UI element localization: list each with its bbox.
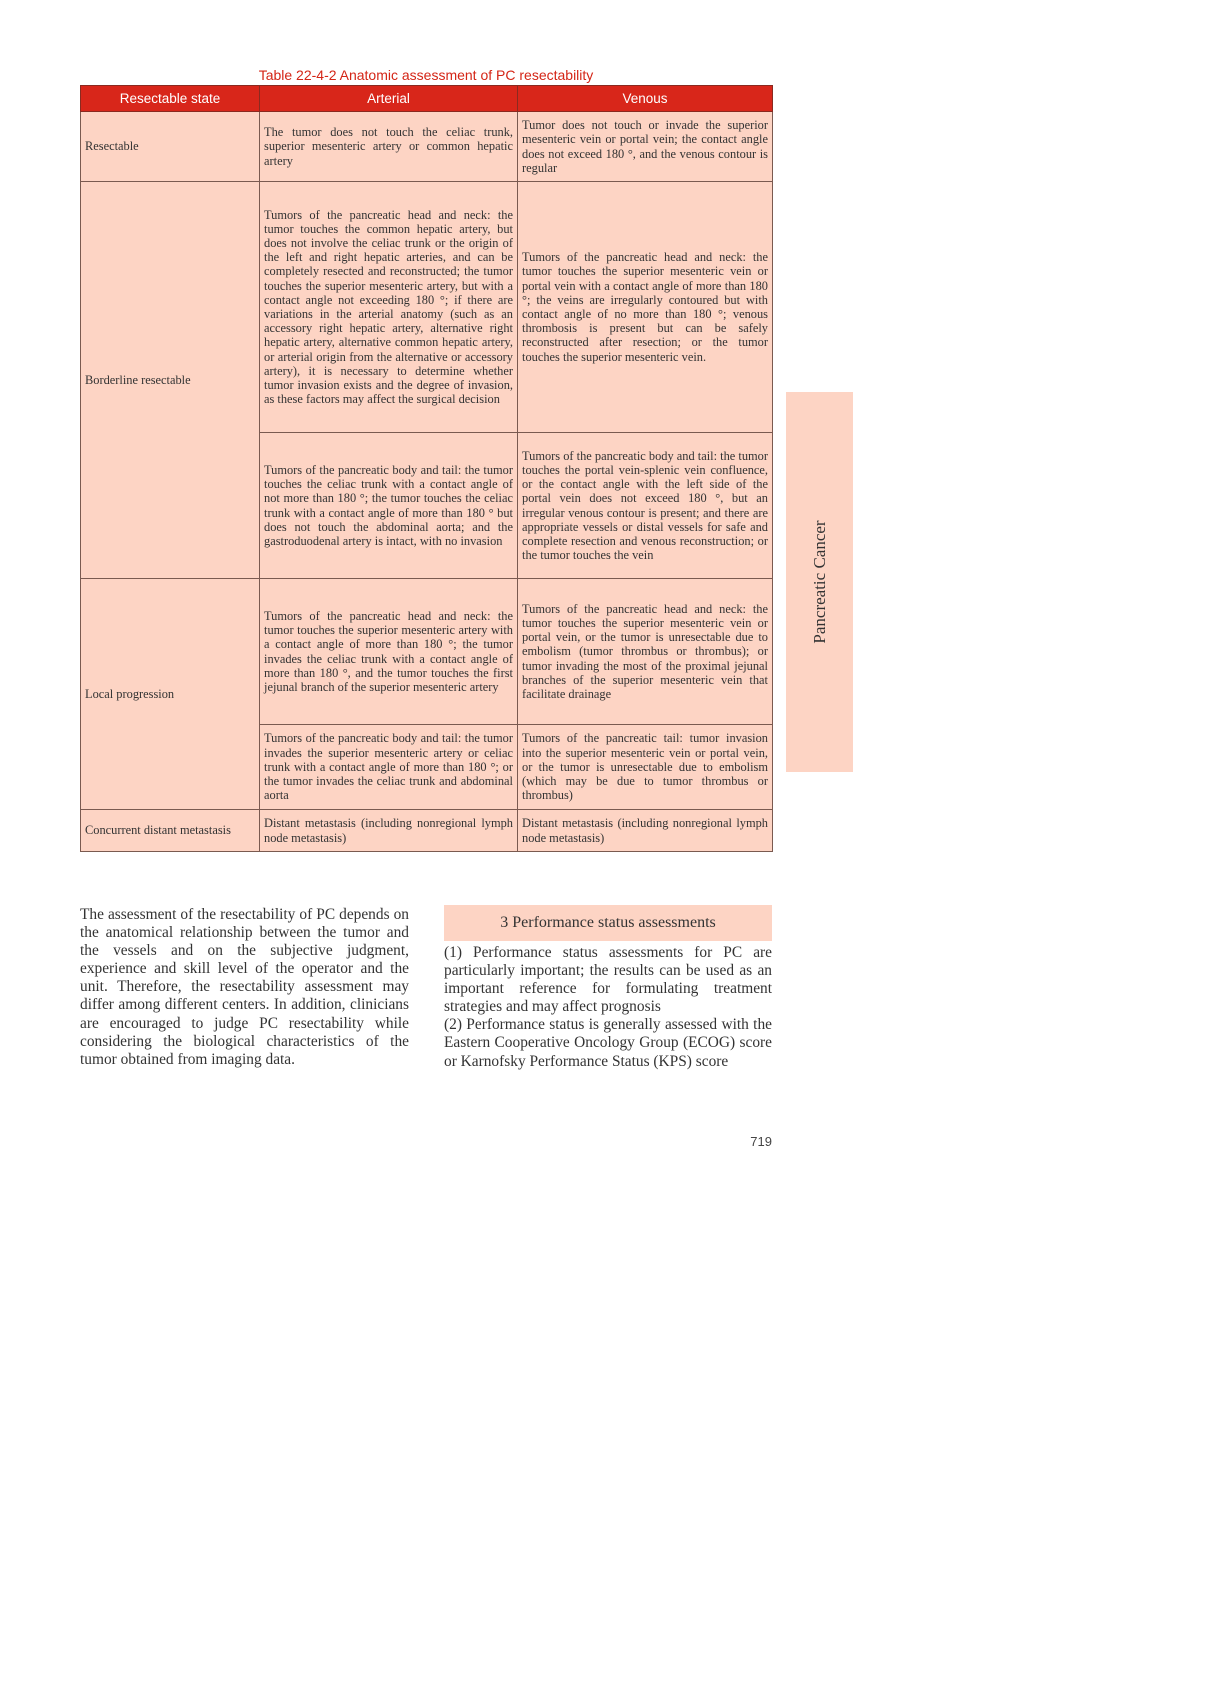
performance-status-list [444, 944, 772, 1071]
arterial-borderline-head: Tumors of the pancreatic head and neck: the tumor touches the common hepatic artery, but does not involve the celiac trunk or the origin of the left and right hepatic arteries, and can be completely resected and reconstructed; the tumor touches the superior mesenteric artery, but with a contact angle not exceeding 180 °; if there are variations in the arterial anatomy (such as an accessory right hepatic artery, alternative right hepatic artery, alternative common hepatic artery, or arterial origin from the alternative or accessory artery), it is necessary to determine whether tumor invasion exists and the degree of invasion, as these factors may affect the surgical decision [260, 182, 518, 433]
arterial-local-body: Tumors of the pancreatic body and tail: the tumor invades the superior mesenteric artery or celiac trunk with a contact angle of more than 180 °; or the tumor invades the celiac trunk and abdominal aorta [260, 725, 518, 810]
state-distant-metastasis: Concurrent distant metastasis [81, 810, 260, 852]
arterial-local-head: Tumors of the pancreatic head and neck: the tumor touches the superior mesenteric artery with a contact angle of more than 180 °; the tumor invades the celiac trunk with a contact angle of more than 180 °, and the tumor touches the first jejunal branch of the superior mesenteric artery [260, 579, 518, 725]
chapter-side-tab [786, 392, 853, 772]
resectability-table [80, 85, 773, 852]
table-row [81, 112, 773, 182]
venous-borderline-head: Tumors of the pancreatic head and neck: the tumor touches the superior mesenteric vein or portal vein with a contact angle of more than 180 °; the veins are irregularly contoured but with contact angle of no more than 180 °; venous thrombosis is present but can be safely reconstructed after resection; or the tumor touches the superior mesenteric vein. [518, 182, 773, 433]
table-caption: Table 22-4-2 Anatomic assessment of PC resectability [258, 67, 594, 83]
table-row [81, 579, 773, 725]
header-venous: Venous [518, 86, 773, 112]
state-local-progression: Local progression [81, 579, 260, 810]
venous-borderline-body: Tumors of the pancreatic body and tail: the tumor touches the portal vein-splenic vein confluence, or the contact angle with the left side of the portal vein does not exceed 180 °, but an irregular venous contour is present; and there are appropriate vessels or distal vessels for safe and complete resection and venous reconstruction; or the tumor touches the vein [518, 433, 773, 579]
venous-resectable: Tumor does not touch or invade the superior mesenteric vein or portal vein; the contact angle does not exceed 180 °, and the venous contour is regular [518, 112, 773, 182]
list-item: (1) Performance status assessments for PC are particularly important; the results can be used as an important reference for formulating treatment strategies and may affect prognosis [444, 944, 772, 1016]
venous-distant: Distant metastasis (including nonregional lymph node metastasis) [518, 810, 773, 852]
page-number: 719 [750, 1134, 772, 1149]
table-row [81, 182, 773, 433]
arterial-distant: Distant metastasis (including nonregional lymph node metastasis) [260, 810, 518, 852]
venous-local-body: Tumors of the pancreatic tail: tumor invasion into the superior mesenteric vein or portal vein, or the tumor is unresectable due to embolism (which may be due to tumor thrombus or thrombus) [518, 725, 773, 810]
table-header-row [81, 86, 773, 112]
state-resectable: Resectable [81, 112, 260, 182]
arterial-resectable: The tumor does not touch the celiac trunk, superior mesenteric artery or common hepatic artery [260, 112, 518, 182]
venous-local-head: Tumors of the pancreatic head and neck: the tumor touches the superior mesenteric vein or portal vein, or the tumor is unresectable due to embolism (tumor thrombus or thrombus); or tumor invading the most of the proximal jejunal branches of the superior mesenteric vein that facilitate drainage [518, 579, 773, 725]
section-heading: 3 Performance status assessments [444, 905, 772, 941]
chapter-side-tab-label: Pancreatic Cancer [809, 520, 829, 644]
table-row [81, 810, 773, 852]
list-item: (2) Performance status is generally assessed with the Eastern Cooperative Oncology Group (ECOG) score or Karnofsky Performance Status (KPS) score [444, 1016, 772, 1070]
resectability-paragraph: The assessment of the resectability of PC depends on the anatomical relationship between the tumor and the vessels and on the subjective judgment, experience and skill level of the operator and the unit. Therefore, the resectability assessment may differ among different centers. In addition, clinicians are encouraged to judge PC resectability while considering the biological characteristics of the tumor obtained from imaging data. [80, 906, 409, 1068]
arterial-borderline-body: Tumors of the pancreatic body and tail: the tumor touches the celiac trunk with a contact angle of not more than 180 °; the tumor touches the celiac trunk with a contact angle of more than 180 ° but does not touch the abdominal aorta; and the gastroduodenal artery is intact, with no invasion [260, 433, 518, 579]
header-arterial: Arterial [260, 86, 518, 112]
header-resectable-state: Resectable state [81, 86, 260, 112]
state-borderline: Borderline resectable [81, 182, 260, 579]
